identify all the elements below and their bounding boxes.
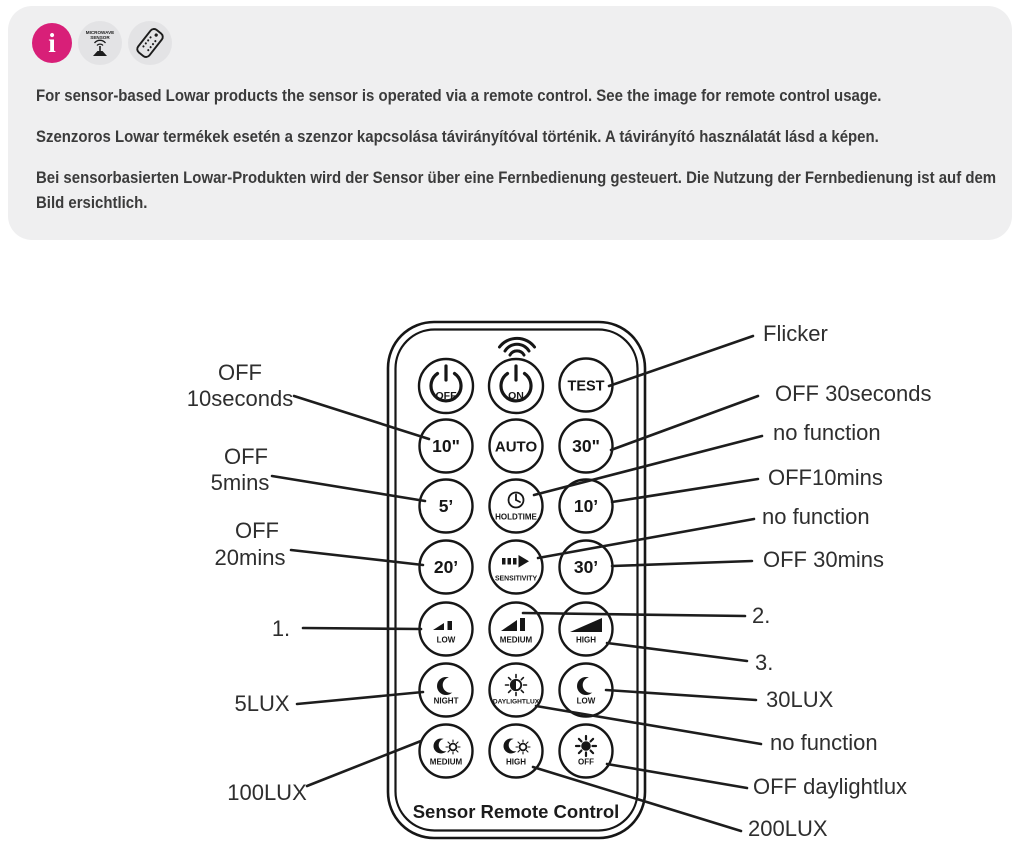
callout-item-2: 2. — [752, 603, 771, 628]
callout-off-10mins: OFF10mins — [768, 465, 883, 490]
callout-off-20mins-line1: OFF — [235, 518, 279, 543]
button-sens-low-label: LOW — [436, 635, 456, 645]
button-sensitivity — [490, 541, 543, 594]
sun-filled-icon — [576, 736, 596, 756]
callout-off-20mins-line2: 20mins — [214, 545, 286, 570]
callout-100lux: 100LUX — [227, 780, 307, 805]
button-sens-high — [560, 603, 613, 656]
button-lux-high — [490, 725, 543, 778]
button-lux-daylight-label: DAYLIGHTLUX — [492, 698, 540, 706]
button-auto — [490, 420, 543, 473]
button-lux-medium-label: MEDIUM — [429, 757, 463, 767]
button-5min — [420, 480, 473, 533]
button-power-off-label: OFF — [435, 390, 457, 402]
callout-5lux: 5LUX — [234, 691, 290, 716]
button-5min-label: 5’ — [438, 496, 454, 516]
callout-labels-right — [748, 321, 932, 841]
microwave-icon-text-2: SENSOR — [90, 35, 110, 40]
callout-item-3: 3. — [755, 650, 774, 675]
button-20min — [420, 541, 473, 594]
button-sens-high-label: HIGH — [576, 635, 596, 645]
button-sensitivity-label: SENSITIVITY — [494, 575, 538, 583]
callout-flicker: Flicker — [763, 321, 828, 346]
button-lux-low-label: LOW — [576, 696, 596, 706]
button-holdtime — [490, 480, 543, 533]
button-sens-medium-label: MEDIUM — [499, 635, 533, 645]
callout-no-function-sensitivity: no function — [762, 504, 870, 529]
button-30min-label: 30’ — [573, 557, 599, 577]
button-test — [560, 359, 613, 412]
callout-off-daylightlux: OFF daylightlux — [753, 774, 908, 799]
button-power-on-label: ON — [508, 390, 524, 402]
button-lux-off — [560, 725, 613, 778]
info-icon-letter: i — [48, 27, 56, 58]
callout-off-5mins-line2: 5mins — [210, 470, 270, 495]
line-item-1 — [303, 628, 421, 629]
button-lux-night-label: NIGHT — [433, 696, 459, 706]
callout-no-function-daylightlux: no function — [770, 730, 878, 755]
callout-200lux: 200LUX — [748, 816, 828, 841]
callout-no-function-holdtime: no function — [773, 420, 881, 445]
button-lux-medium — [420, 725, 473, 778]
button-power-on — [489, 359, 543, 413]
button-auto-label: AUTO — [494, 438, 538, 456]
callout-30lux: 30LUX — [766, 687, 834, 712]
remote-title: Sensor Remote Control — [412, 801, 620, 822]
button-20min-label: 20’ — [433, 557, 459, 577]
paragraph-hungarian: Szenzoros Lowar termékek esetén a szenzor kapcsolása távirányítóval történik. A távirányító használatát lásd a képen. — [36, 127, 879, 146]
button-lux-daylight — [490, 664, 543, 717]
microwave-icon-text-1: MICROWAVE — [85, 30, 115, 35]
callout-off-30mins: OFF 30mins — [763, 547, 885, 572]
button-30sec-label: 30" — [572, 436, 600, 456]
button-lux-off-label: OFF — [578, 757, 594, 767]
button-lux-low — [560, 664, 613, 717]
button-10sec — [420, 420, 473, 473]
callout-off-5mins-line1: OFF — [224, 444, 268, 469]
callout-off-30seconds: OFF 30seconds — [775, 381, 932, 406]
button-lux-night — [420, 664, 473, 717]
button-power-off — [419, 359, 473, 413]
callout-item-1: 1. — [271, 616, 291, 641]
paragraph-english: For sensor-based Lowar products the sensor is operated via a remote control. See the image for remote control usage. — [36, 86, 882, 105]
button-30sec — [560, 420, 613, 473]
button-sens-medium — [490, 603, 543, 656]
callout-off-10seconds-line1: OFF — [218, 360, 262, 385]
button-test-label: TEST — [567, 378, 605, 395]
button-holdtime-label: HOLDTIME — [495, 512, 537, 522]
callout-off-10seconds-line2: 10seconds — [186, 386, 294, 411]
button-10sec-label: 10" — [432, 436, 460, 456]
callout-labels-left — [187, 360, 307, 805]
button-lux-high-label: HIGH — [506, 757, 526, 767]
sun-half-icon — [490, 664, 543, 717]
button-sens-low — [420, 603, 473, 656]
button-10min-label: 10’ — [573, 496, 599, 516]
paragraph-german: Bei sensorbasierten Lowar-Produkten wird der Sensor über eine Fernbedienung gesteuert. Die Nutzung der Fernbedienung ist auf dem Bild ersichtlich. — [36, 168, 997, 212]
